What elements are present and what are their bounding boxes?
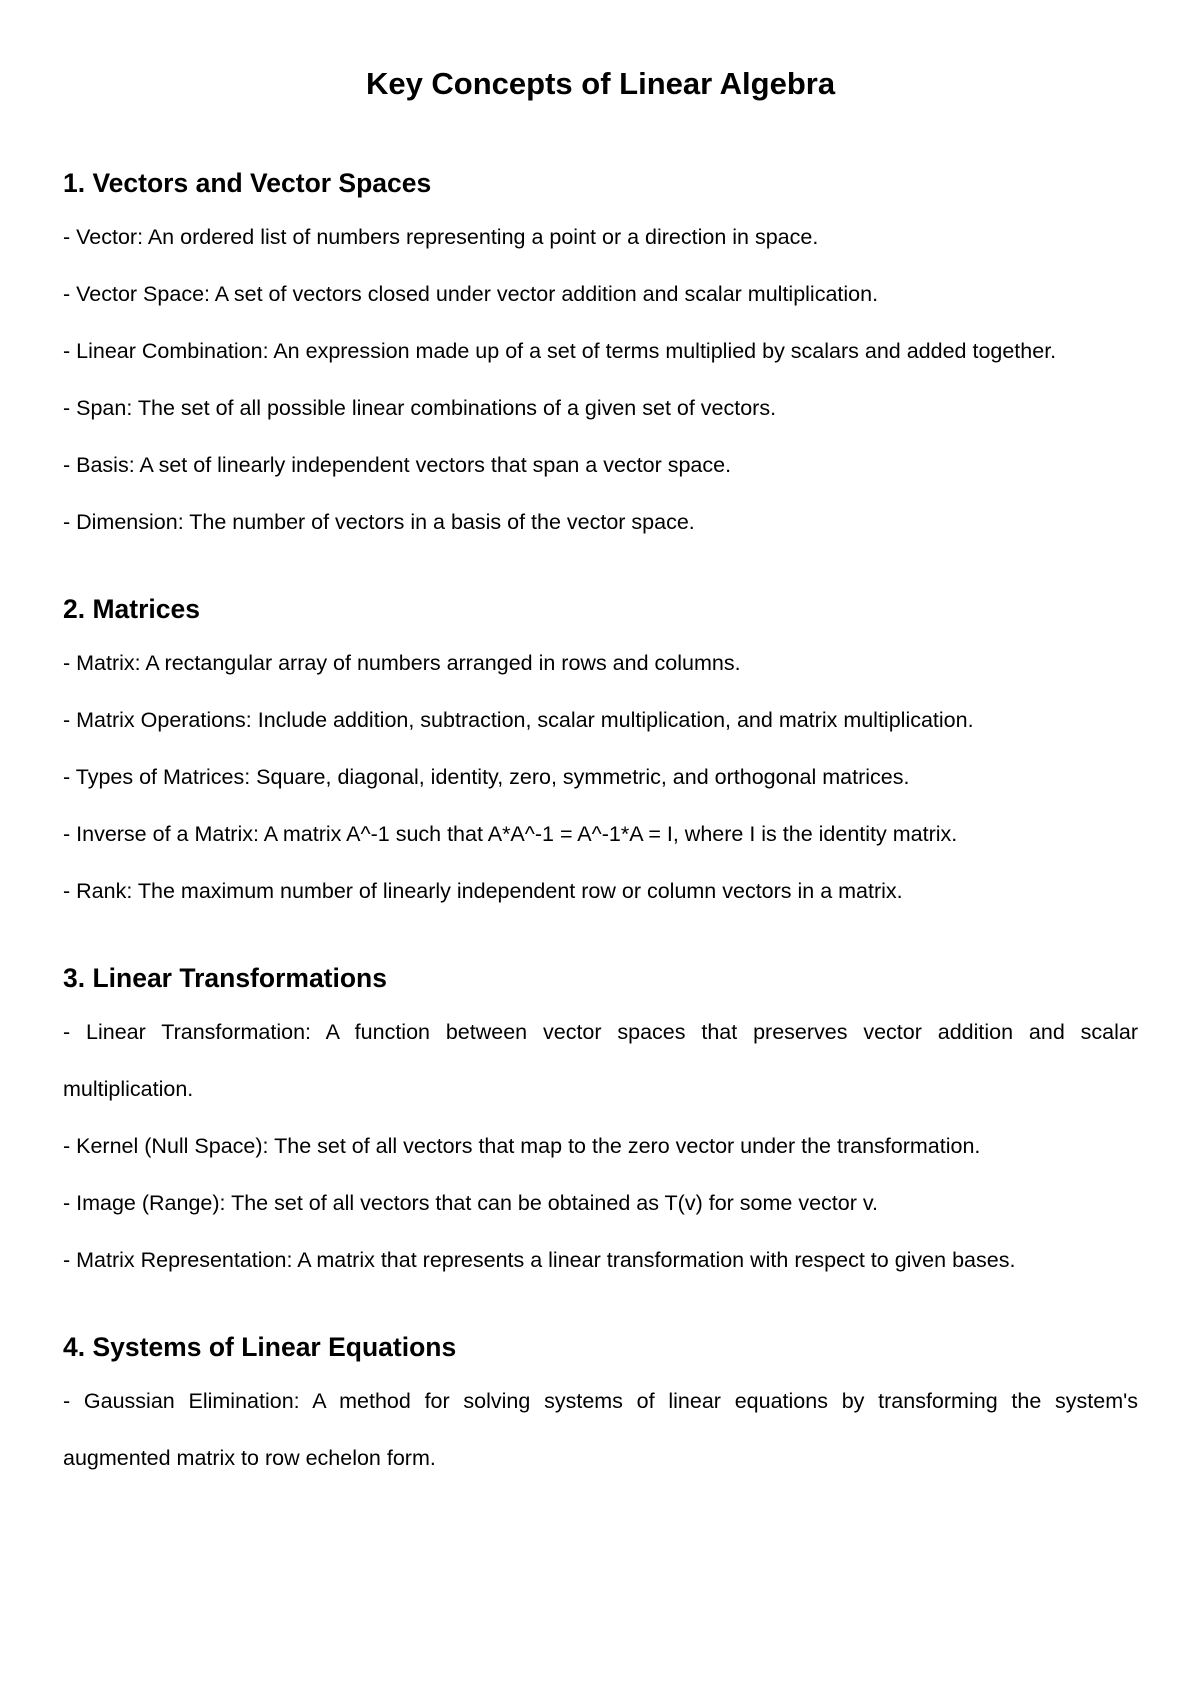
definition-list: [63, 1004, 1138, 1289]
definition-item: - Matrix Representation: A matrix that represents a linear transformation with respect to given bases.: [63, 1248, 1016, 1272]
definition-item: - Vector: An ordered list of numbers representing a point or a direction in space.: [63, 225, 819, 249]
definition-item: - Matrix: A rectangular array of numbers arranged in rows and columns.: [63, 651, 741, 675]
definition-item: - Linear Transformation: A function between vector spaces that preserves vector addition and scalar multiplication.: [63, 1020, 1138, 1101]
definition-list: [63, 209, 1138, 551]
definition-item: - Span: The set of all possible linear combinations of a given set of vectors.: [63, 396, 777, 420]
definition-item: - Kernel (Null Space): The set of all vectors that map to the zero vector under the transformation.: [63, 1134, 981, 1158]
definition-item: - Inverse of a Matrix: A matrix A^-1 such that A*A^-1 = A^-1*A = I, where I is the identity matrix.: [63, 822, 958, 846]
definition-item: - Image (Range): The set of all vectors that can be obtained as T(v) for some vector v.: [63, 1191, 878, 1215]
section-heading: 2. Matrices: [63, 594, 200, 624]
definition-item: - Gaussian Elimination: A method for solving systems of linear equations by transforming the system's augmented matrix to row echelon form.: [63, 1389, 1138, 1470]
document-title: Key Concepts of Linear Algebra: [365, 66, 836, 101]
definition-list: [63, 1373, 1138, 1487]
definition-item: - Linear Combination: An expression made up of a set of terms multiplied by scalars and added together.: [63, 339, 1057, 363]
definition-item: - Dimension: The number of vectors in a basis of the vector space.: [63, 510, 695, 534]
definition-item: - Basis: A set of linearly independent vectors that span a vector space.: [63, 453, 732, 477]
section-heading: 3. Linear Transformations: [63, 963, 387, 993]
section-heading: 1. Vectors and Vector Spaces: [63, 168, 432, 198]
section-vectors-and-vector-spaces: [63, 165, 1138, 551]
definition-item: - Rank: The maximum number of linearly independent row or column vectors in a matrix.: [63, 879, 903, 903]
section-linear-transformations: [63, 960, 1138, 1289]
definition-item: - Types of Matrices: Square, diagonal, identity, zero, symmetric, and orthogonal matrices.: [63, 765, 910, 789]
definition-item: - Vector Space: A set of vectors closed under vector addition and scalar multiplication.: [63, 282, 879, 306]
definition-list: [63, 635, 1138, 920]
section-heading: 4. Systems of Linear Equations: [63, 1332, 457, 1362]
section-systems-of-linear-equations: [63, 1329, 1138, 1487]
definition-item: - Matrix Operations: Include addition, subtraction, scalar multiplication, and matrix multiplication.: [63, 708, 974, 732]
section-matrices: [63, 591, 1138, 920]
